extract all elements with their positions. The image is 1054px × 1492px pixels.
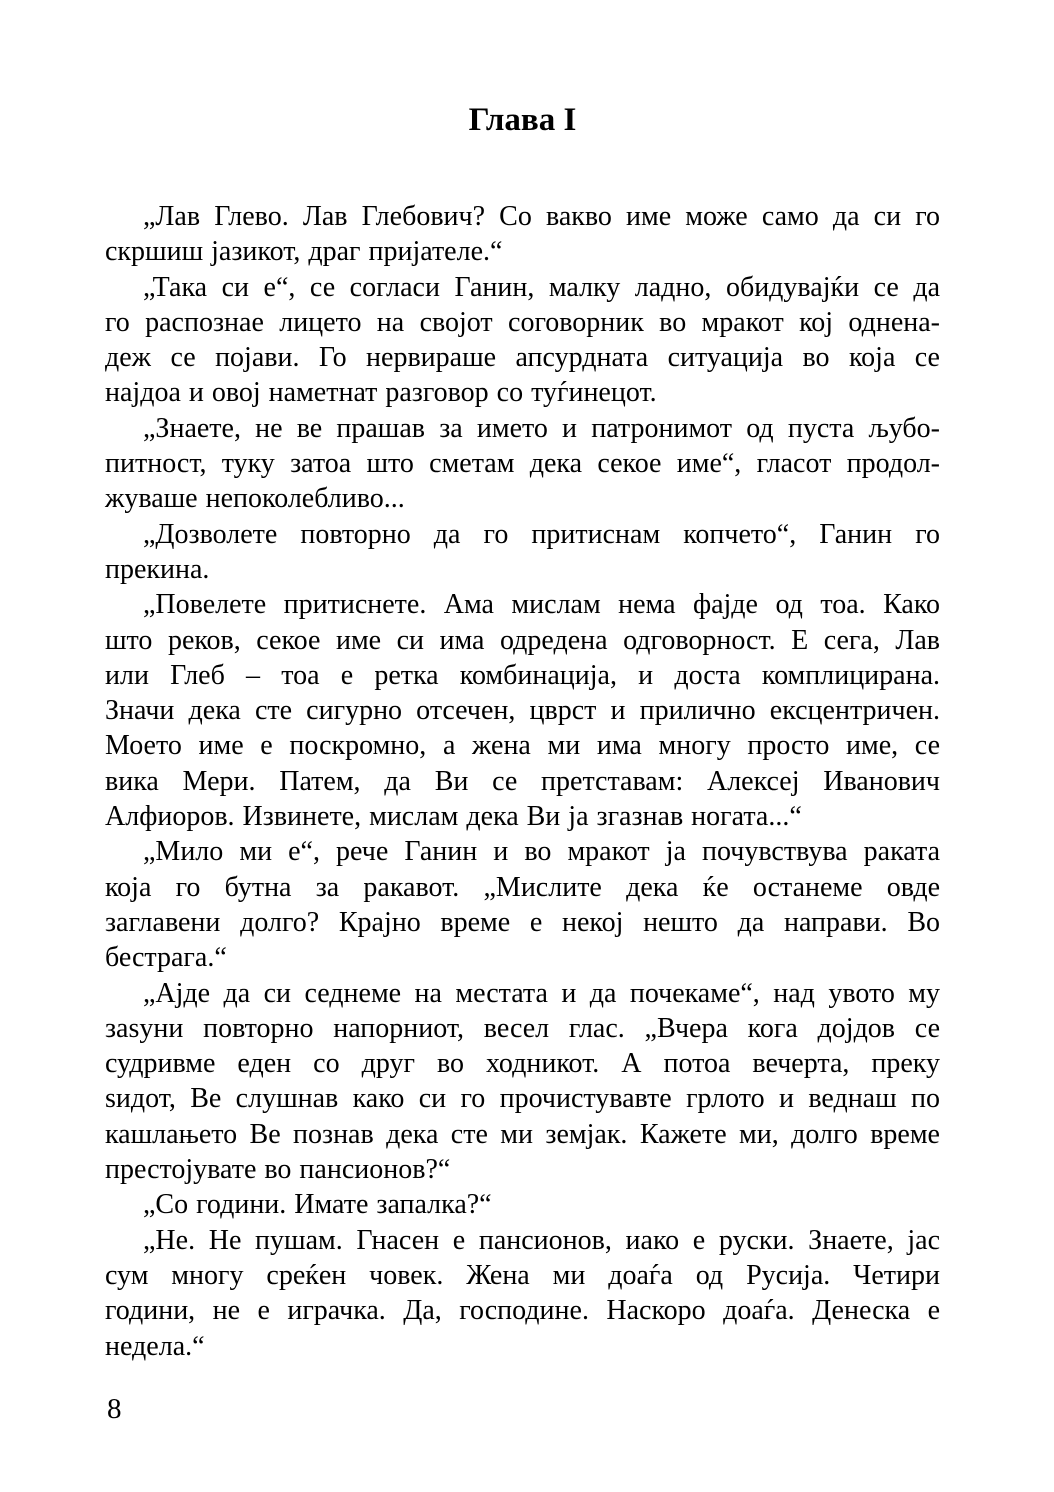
text-line: заглавени долго? Крајно време е некој нешто да направи. Во [105,906,940,938]
text-line: вика Мери. Патем, да Ви се претставам: Алексеј Иванович [105,765,940,797]
text-line: „Со години. Имате запалка?“ [143,1189,492,1221]
text-line: скршиш јазикот, драг пријателе.“ [105,236,503,268]
text-line: го распознае лицето на својот соговорник во мракот кој однена- [105,306,940,338]
text-line: или Глеб – тоа е ретка комбинација, и доста комплицирана. [105,659,940,691]
text-line: кашлањето Ве познав дека сте ми земјак. Кажете ми, долго време [105,1118,940,1150]
paragraph [105,1187,940,1222]
chapter-title: Глава I [468,102,577,138]
body-text [105,199,940,1364]
text-line: „Лав Глево. Лав Глебович? Со вакво име може само да си го [143,201,940,232]
text-line: бестрага.“ [105,942,227,974]
text-line: питност, туку затоа што сметам дека секое име“, гласот продол- [105,448,940,480]
text-line: „Така си е“, се согласи Ганин, малку ладно, обидувајќи се да [143,271,940,303]
text-line: прекина. [105,553,210,585]
text-line: судривме еден со друг во ходникот. А потоа вечерта, преку [105,1048,940,1080]
text-line: која го бутна за ракавот. „Мислите дека ќе останеме овде [105,871,940,903]
text-line: најдоа и овој наметнат разговор со туѓинецот. [105,377,657,409]
paragraph [105,199,940,270]
paragraph [105,517,940,588]
text-line: престојувате во пансионов?“ [105,1154,451,1186]
paragraph [105,976,940,1188]
text-line: „Ајде да си седнеме на местата и да почекаме“, над увото му [143,977,940,1009]
paragraph [105,834,940,975]
text-line: што реков, секое име си има одредена одговорност. Е сега, Лав [105,624,940,656]
paragraph [105,270,940,411]
text-line: жуваше непоколебливо... [105,483,405,515]
paragraph [105,587,940,834]
text-line: Алфиоров. Извинете, мислам дека Ви ја згазнав ногата...“ [105,801,802,833]
text-line: Моето име е поскромно, а жена ми има многу просто име, се [105,730,940,762]
text-line: ѕидот, Ве слушнав како си го прочистувавте грлото и веднаш по [105,1083,940,1115]
paragraph [105,1223,940,1364]
text-line: години, не е играчка. Да, господине. Наскоро доаѓа. Денеска е [105,1295,940,1327]
text-line: Значи дека сте сигурно отсечен, цврст и прилично ексцентричен. [105,695,940,727]
text-line: деж се појави. Го нервираше апсурдната ситуација во која се [105,342,940,374]
text-line: „Повелете притиснете. Ама мислам нема фајде од тоа. Како [143,589,940,621]
text-line: недела.“ [105,1330,205,1362]
page-number: 8 [107,1393,122,1425]
text-line: заѕуни повторно напорниот, весел глас. „Вчера кога дојдов се [105,1012,940,1044]
text-line: „Мило ми е“, рече Ганин и во мракот ја почувствува раката [143,836,940,868]
text-line: сум многу среќен човек. Жена ми доаѓа од Русија. Четири [105,1259,940,1291]
paragraph [105,411,940,517]
text-line: „Не. Не пушам. Гнасен е пансионов, иако е руски. Знаете, јас [143,1224,940,1256]
text-line: „Дозволете повторно да го притиснам копчето“, Ганин го [143,518,940,550]
text-line: „Знаете, не ве прашав за името и патронимот од пуста љубо- [143,412,940,444]
